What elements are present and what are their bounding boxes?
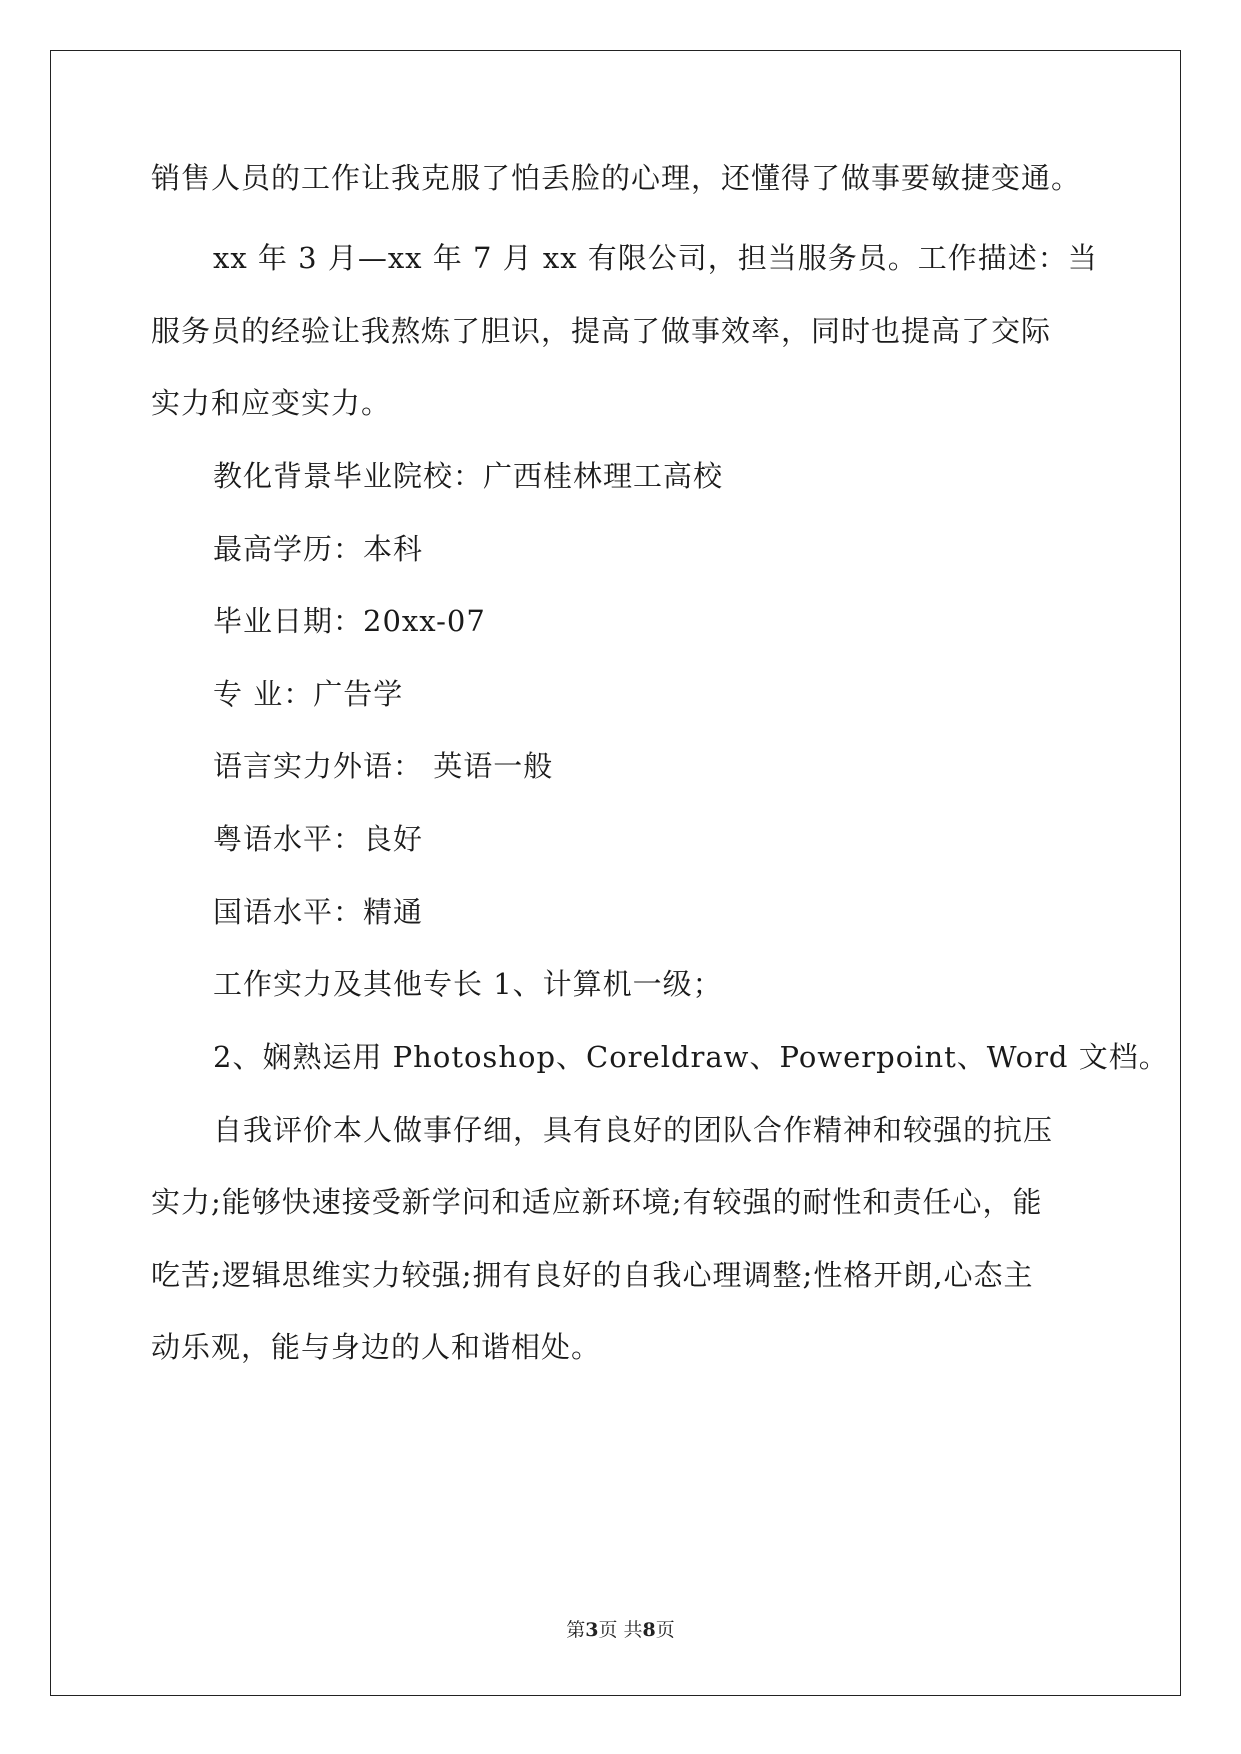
- paragraph-line: 实力;能够快速接受新学问和适应新环境;有较强的耐性和责任心，能: [151, 1185, 1043, 1219]
- paragraph-line: 语言实力外语： 英语一般: [213, 749, 554, 783]
- paragraph-line: 国语水平：精通: [213, 895, 424, 929]
- paragraph-line: 实力和应变实力。: [151, 386, 392, 420]
- paragraph-line: 教化背景毕业院校：广西桂林理工高校: [213, 459, 724, 493]
- paragraph-line: 服务员的经验让我熬炼了胆识，提高了做事效率，同时也提高了交际: [151, 314, 1052, 348]
- paragraph-line: 工作实力及其他专长 1、计算机一级；: [213, 967, 723, 1001]
- footer-mid: 页 共: [598, 1619, 643, 1641]
- paragraph-line: 吃苦;逻辑思维实力较强;拥有良好的自我心理调整;性格开朗,心态主: [151, 1258, 1034, 1292]
- paragraph-line: 动乐观，能与身边的人和谐相处。: [151, 1330, 602, 1364]
- paragraph-line: 粤语水平：良好: [213, 822, 424, 856]
- paragraph-line: 最高学历：本科: [213, 532, 424, 566]
- current-page-number: 3: [585, 1619, 599, 1641]
- paragraph-line: 销售人员的工作让我克服了怕丢脸的心理，还懂得了做事要敏捷变通。: [151, 161, 1082, 195]
- total-page-number: 8: [642, 1619, 656, 1641]
- footer-suffix: 页: [655, 1619, 675, 1641]
- page-border: [50, 50, 1181, 1696]
- page-footer: [0, 1618, 1241, 1642]
- paragraph-line: 毕业日期：20xx-07: [213, 604, 486, 638]
- paragraph-line: 2、娴熟运用 Photoshop、Coreldraw、Powerpoint、Word 文档。: [213, 1040, 1169, 1074]
- footer-prefix: 第: [566, 1619, 586, 1641]
- paragraph-line: 专 业：广告学: [213, 677, 404, 711]
- paragraph-line: xx 年 3 月—xx 年 7 月 xx 有限公司，担当服务员。工作描述：当: [213, 241, 1098, 275]
- paragraph-line: 自我评价本人做事仔细，具有良好的团队合作精神和较强的抗压: [213, 1113, 1054, 1147]
